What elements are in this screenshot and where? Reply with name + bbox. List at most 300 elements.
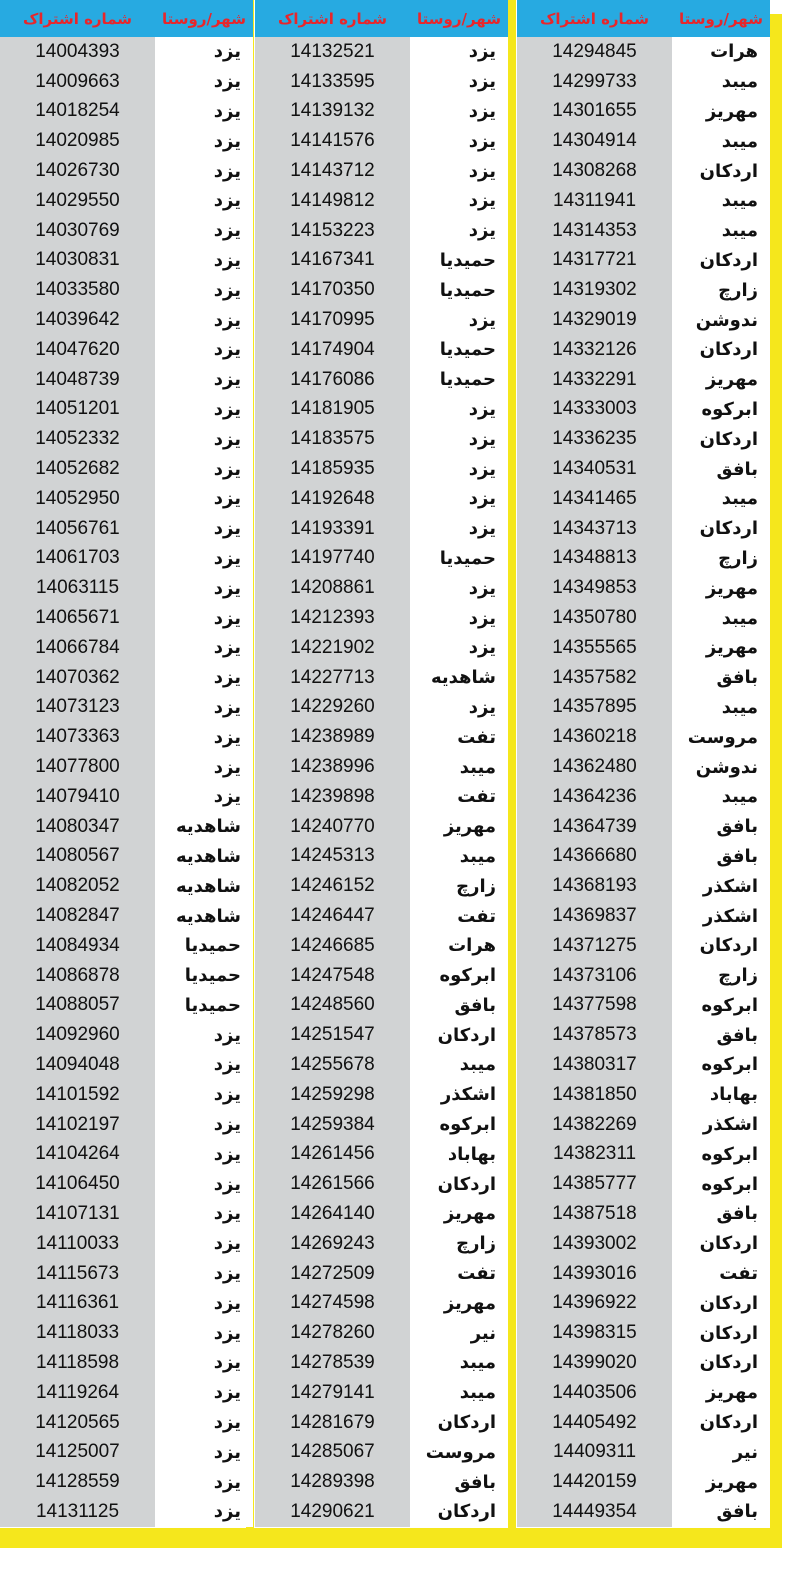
subscription-number: 14420159 (517, 1467, 672, 1497)
subscription-number: 14004393 (0, 37, 155, 67)
subscription-number: 14110033 (0, 1229, 155, 1259)
city-name: اردکان (672, 1318, 770, 1348)
city-name: یزد (155, 1408, 253, 1438)
table-row (0, 126, 253, 156)
subscription-number: 14018254 (0, 97, 155, 127)
subscription-number: 14393016 (517, 1259, 672, 1289)
city-name: یزد (155, 752, 253, 782)
subscription-number: 14304914 (517, 126, 672, 156)
subscription-number: 14033580 (0, 275, 155, 305)
subscription-number: 14061703 (0, 544, 155, 574)
table-row (255, 961, 508, 991)
subscription-number: 14056761 (0, 514, 155, 544)
city-name: مروست (672, 722, 770, 752)
table-row (0, 1080, 253, 1110)
subscription-number: 14176086 (255, 365, 410, 395)
table-header (0, 0, 253, 37)
table-row (517, 1467, 770, 1497)
city-name: میبد (410, 1050, 508, 1080)
table-row (517, 544, 770, 574)
subscription-number: 14092960 (0, 1020, 155, 1050)
table-row (255, 454, 508, 484)
city-name: ابرکوه (672, 1139, 770, 1169)
city-name: میبد (410, 1378, 508, 1408)
table-row (0, 484, 253, 514)
city-name: یزد (155, 335, 253, 365)
city-name: میبد (672, 693, 770, 723)
subscription-number: 14082052 (0, 871, 155, 901)
city-name: یزد (155, 37, 253, 67)
city-name: ابرکوه (410, 1110, 508, 1140)
table-row (517, 1110, 770, 1140)
table-row (0, 1169, 253, 1199)
city-name: مهریز (672, 1378, 770, 1408)
table-row (517, 633, 770, 663)
city-name: یزد (155, 1110, 253, 1140)
city-name: یزد (155, 1288, 253, 1318)
city-name: بافق (672, 1020, 770, 1050)
city-name: یزد (155, 365, 253, 395)
table-row (255, 395, 508, 425)
city-name: بافق (672, 1497, 770, 1527)
city-name: اردکان (672, 1408, 770, 1438)
city-name: مهریز (410, 1199, 508, 1229)
subscription-number: 14405492 (517, 1408, 672, 1438)
table-row (0, 1020, 253, 1050)
city-name: شاهدیه (155, 871, 253, 901)
table-row (255, 335, 508, 365)
table-row (0, 1408, 253, 1438)
subscription-number: 14281679 (255, 1408, 410, 1438)
city-name: مهریز (410, 812, 508, 842)
city-name: تفت (410, 1259, 508, 1289)
subscription-number: 14116361 (0, 1288, 155, 1318)
city-name: شاهدیه (410, 663, 508, 693)
table-row (0, 871, 253, 901)
city-name: یزد (410, 514, 508, 544)
city-name: یزد (155, 1080, 253, 1110)
subscription-number: 14029550 (0, 186, 155, 216)
table-row (0, 931, 253, 961)
subscription-number: 14240770 (255, 812, 410, 842)
subscription-number: 14362480 (517, 752, 672, 782)
subscription-number: 14251547 (255, 1020, 410, 1050)
table-row (517, 424, 770, 454)
table-row (255, 1408, 508, 1438)
table-row (517, 37, 770, 67)
city-name: یزد (155, 1050, 253, 1080)
table-row (0, 991, 253, 1021)
city-name: اردکان (672, 424, 770, 454)
subscription-number: 14080347 (0, 812, 155, 842)
table-row (255, 722, 508, 752)
city-name: زارچ (410, 871, 508, 901)
subscription-number: 14364236 (517, 782, 672, 812)
subscription-number: 14403506 (517, 1378, 672, 1408)
city-name: بهاباد (410, 1139, 508, 1169)
subscription-number: 14052332 (0, 424, 155, 454)
city-name: یزد (155, 782, 253, 812)
subscription-number: 14082847 (0, 901, 155, 931)
subscription-number: 14193391 (255, 514, 410, 544)
table-row (0, 1199, 253, 1229)
subscription-number: 14382311 (517, 1139, 672, 1169)
table-row (255, 544, 508, 574)
table-row (255, 693, 508, 723)
city-name: یزد (410, 216, 508, 246)
subscription-number: 14382269 (517, 1110, 672, 1140)
table-row (0, 693, 253, 723)
subscription-number: 14301655 (517, 97, 672, 127)
table-row (255, 1080, 508, 1110)
subscription-number: 14115673 (0, 1259, 155, 1289)
table-row (517, 722, 770, 752)
city-name: زارچ (672, 275, 770, 305)
city-name: یزد (155, 126, 253, 156)
city-name: میبد (410, 1348, 508, 1378)
city-name: میبد (672, 782, 770, 812)
city-name: اشکذر (672, 1110, 770, 1140)
city-name: ابرکوه (672, 1050, 770, 1080)
table-row (0, 335, 253, 365)
city-name: یزد (410, 633, 508, 663)
table-row (255, 1318, 508, 1348)
city-name: اشکذر (672, 871, 770, 901)
city-name: یزد (155, 1467, 253, 1497)
city-column-header: شهر/روستا (679, 10, 763, 28)
city-name: بافق (672, 663, 770, 693)
table-row (0, 1139, 253, 1169)
table-row (517, 782, 770, 812)
subscription-number: 14183575 (255, 424, 410, 454)
city-name: یزد (155, 544, 253, 574)
city-name: هرات (672, 37, 770, 67)
subscription-number: 14051201 (0, 395, 155, 425)
subscription-number: 14066784 (0, 633, 155, 663)
city-name: اردکان (672, 514, 770, 544)
subscription-number: 14125007 (0, 1437, 155, 1467)
table-row (517, 156, 770, 186)
table-row (0, 1497, 253, 1527)
subscription-number: 14357582 (517, 663, 672, 693)
table-row (517, 1259, 770, 1289)
table-row (0, 842, 253, 872)
subscription-number: 14314353 (517, 216, 672, 246)
subscription-number: 14039642 (0, 305, 155, 335)
subscription-number: 14229260 (255, 693, 410, 723)
city-name: یزد (155, 1437, 253, 1467)
city-name: یزد (410, 603, 508, 633)
city-name: حمیدیا (410, 275, 508, 305)
table-row (255, 842, 508, 872)
subscription-number: 14052950 (0, 484, 155, 514)
table-row (0, 1467, 253, 1497)
city-name: حمیدیا (410, 246, 508, 276)
table-row (255, 1348, 508, 1378)
subscription-number: 14336235 (517, 424, 672, 454)
subscription-number: 14227713 (255, 663, 410, 693)
table-row (0, 1229, 253, 1259)
subscription-number: 14387518 (517, 1199, 672, 1229)
city-name: یزد (155, 424, 253, 454)
city-name: ندوشن (672, 752, 770, 782)
table-row (0, 395, 253, 425)
table-row (0, 961, 253, 991)
city-name: یزد (155, 484, 253, 514)
table-row (0, 1110, 253, 1140)
subscription-number: 14167341 (255, 246, 410, 276)
subscription-number: 14340531 (517, 454, 672, 484)
subscription-number: 14399020 (517, 1348, 672, 1378)
city-name: یزد (155, 1139, 253, 1169)
city-name: شاهدیه (155, 842, 253, 872)
subscription-number: 14333003 (517, 395, 672, 425)
subscription-number: 14080567 (0, 842, 155, 872)
subscription-number: 14255678 (255, 1050, 410, 1080)
subscription-number: 14149812 (255, 186, 410, 216)
subscription-number: 14088057 (0, 991, 155, 1021)
table-row (0, 424, 253, 454)
table-row (255, 156, 508, 186)
table-row (517, 186, 770, 216)
table-row (517, 514, 770, 544)
subscription-number: 14278260 (255, 1318, 410, 1348)
city-name: یزد (155, 275, 253, 305)
subscription-number: 14393002 (517, 1229, 672, 1259)
frame-bar-right (770, 14, 782, 1548)
city-name: یزد (410, 395, 508, 425)
table-row (0, 1318, 253, 1348)
subscription-number: 14102197 (0, 1110, 155, 1140)
subscription-number: 14381850 (517, 1080, 672, 1110)
table-header (255, 0, 508, 37)
city-name: اردکان (672, 335, 770, 365)
table-row (517, 305, 770, 335)
city-name: یزد (410, 186, 508, 216)
city-name: اشکذر (410, 1080, 508, 1110)
city-name: اشکذر (672, 901, 770, 931)
subscription-number: 14343713 (517, 514, 672, 544)
subscription-number: 14366680 (517, 842, 672, 872)
table-row (0, 275, 253, 305)
table-row (255, 365, 508, 395)
table-row (517, 1288, 770, 1318)
subscription-number: 14279141 (255, 1378, 410, 1408)
city-name: میبد (672, 216, 770, 246)
subscription-number: 14369837 (517, 901, 672, 931)
subscription-number: 14133595 (255, 67, 410, 97)
subscription-number: 14192648 (255, 484, 410, 514)
city-name: یزد (155, 1199, 253, 1229)
city-name: یزد (155, 454, 253, 484)
city-name: حمیدیا (410, 335, 508, 365)
table-row (0, 67, 253, 97)
table-row (517, 1378, 770, 1408)
city-name: اردکان (410, 1020, 508, 1050)
table-row (255, 37, 508, 67)
table-row (517, 752, 770, 782)
frame-bar-bottom (0, 1528, 782, 1548)
subscription-column-header: شماره اشتراک (23, 10, 132, 28)
table-row (255, 1259, 508, 1289)
city-name: بافق (410, 1467, 508, 1497)
table-row (517, 1229, 770, 1259)
subscription-number: 14238996 (255, 752, 410, 782)
table-row (517, 335, 770, 365)
table-row (517, 693, 770, 723)
table-row (255, 752, 508, 782)
table-row (255, 275, 508, 305)
city-name: بافق (672, 454, 770, 484)
city-name: حمیدیا (410, 544, 508, 574)
table-row (0, 37, 253, 67)
subscription-number: 14238989 (255, 722, 410, 752)
city-name: میبد (672, 186, 770, 216)
table-row (255, 186, 508, 216)
table-row (255, 424, 508, 454)
city-name: حمیدیا (155, 961, 253, 991)
table-body (517, 37, 770, 1527)
subscription-number: 14247548 (255, 961, 410, 991)
table-row (255, 663, 508, 693)
subscription-number: 14120565 (0, 1408, 155, 1438)
table-row (255, 1139, 508, 1169)
subscription-number: 14449354 (517, 1497, 672, 1527)
city-name: بهاباد (672, 1080, 770, 1110)
table-row (255, 1497, 508, 1527)
city-name: بافق (410, 991, 508, 1021)
city-name: یزد (155, 722, 253, 752)
city-name: هرات (410, 931, 508, 961)
table-row (517, 97, 770, 127)
city-name: ابرکوه (410, 961, 508, 991)
table-row (255, 1199, 508, 1229)
subscription-number: 14030831 (0, 246, 155, 276)
table-row (517, 275, 770, 305)
subscription-number: 14299733 (517, 67, 672, 97)
subscription-number: 14139132 (255, 97, 410, 127)
table-row (0, 514, 253, 544)
table-row (0, 1288, 253, 1318)
subscription-number: 14174904 (255, 335, 410, 365)
city-name: حمیدیا (155, 931, 253, 961)
table-row (517, 1497, 770, 1527)
subscription-number: 14104264 (0, 1139, 155, 1169)
table-row (255, 514, 508, 544)
table-row (255, 1378, 508, 1408)
table-row (255, 812, 508, 842)
city-name: زارچ (672, 544, 770, 574)
city-name: یزد (155, 1348, 253, 1378)
table-row (255, 246, 508, 276)
table-row (0, 1437, 253, 1467)
table-row (517, 573, 770, 603)
city-name: یزد (155, 1229, 253, 1259)
subscription-number: 14239898 (255, 782, 410, 812)
city-name: یزد (155, 216, 253, 246)
subscription-number: 14261566 (255, 1169, 410, 1199)
city-column-header: شهر/روستا (417, 10, 501, 28)
subscription-number: 14141576 (255, 126, 410, 156)
table-row (255, 1169, 508, 1199)
table-row (517, 991, 770, 1021)
city-name: اردکان (672, 1229, 770, 1259)
subscription-number: 14079410 (0, 782, 155, 812)
subscription-number: 14378573 (517, 1020, 672, 1050)
panel-left (0, 0, 253, 1527)
city-name: اردکان (672, 1288, 770, 1318)
city-name: یزد (410, 484, 508, 514)
city-name: یزد (155, 663, 253, 693)
subscription-number: 14185935 (255, 454, 410, 484)
city-name: یزد (155, 246, 253, 276)
city-name: مهریز (672, 1467, 770, 1497)
city-name: یزد (155, 514, 253, 544)
subscription-number: 14373106 (517, 961, 672, 991)
city-name: تفت (672, 1259, 770, 1289)
city-name: ابرکوه (672, 1169, 770, 1199)
city-name: یزد (155, 1318, 253, 1348)
subscription-number: 14118033 (0, 1318, 155, 1348)
table-row (255, 1467, 508, 1497)
table-row (517, 246, 770, 276)
city-name: میبد (410, 752, 508, 782)
table-row (255, 97, 508, 127)
subscription-number: 14086878 (0, 961, 155, 991)
table-row (0, 633, 253, 663)
table-row (517, 1080, 770, 1110)
city-name: یزد (155, 67, 253, 97)
subscription-number: 14319302 (517, 275, 672, 305)
table-row (517, 1199, 770, 1229)
table-row (0, 365, 253, 395)
subscription-number: 14170350 (255, 275, 410, 305)
subscription-number: 14398315 (517, 1318, 672, 1348)
table-row (517, 1437, 770, 1467)
subscription-number: 14070362 (0, 663, 155, 693)
subscription-number: 14278539 (255, 1348, 410, 1378)
city-name: یزد (410, 126, 508, 156)
table-row (255, 931, 508, 961)
table-row (517, 1050, 770, 1080)
subscription-number: 14208861 (255, 573, 410, 603)
city-name: میبد (672, 67, 770, 97)
table-row (0, 454, 253, 484)
subscription-number: 14073363 (0, 722, 155, 752)
city-name: اردکان (410, 1408, 508, 1438)
city-name: اردکان (672, 156, 770, 186)
subscription-number: 14332291 (517, 365, 672, 395)
city-name: تفت (410, 901, 508, 931)
city-name: اردکان (672, 246, 770, 276)
subscription-number: 14084934 (0, 931, 155, 961)
subscription-number: 14143712 (255, 156, 410, 186)
table-row (255, 484, 508, 514)
city-name: ندوشن (672, 305, 770, 335)
city-name: یزد (155, 186, 253, 216)
city-name: مروست (410, 1437, 508, 1467)
table-row (517, 1020, 770, 1050)
subscription-number: 14101592 (0, 1080, 155, 1110)
subscription-number: 14380317 (517, 1050, 672, 1080)
subscription-number: 14409311 (517, 1437, 672, 1467)
subscription-number: 14073123 (0, 693, 155, 723)
city-name: یزد (155, 573, 253, 603)
table-row (517, 1348, 770, 1378)
subscription-number: 14377598 (517, 991, 672, 1021)
subscription-number: 14357895 (517, 693, 672, 723)
subscription-number: 14332126 (517, 335, 672, 365)
